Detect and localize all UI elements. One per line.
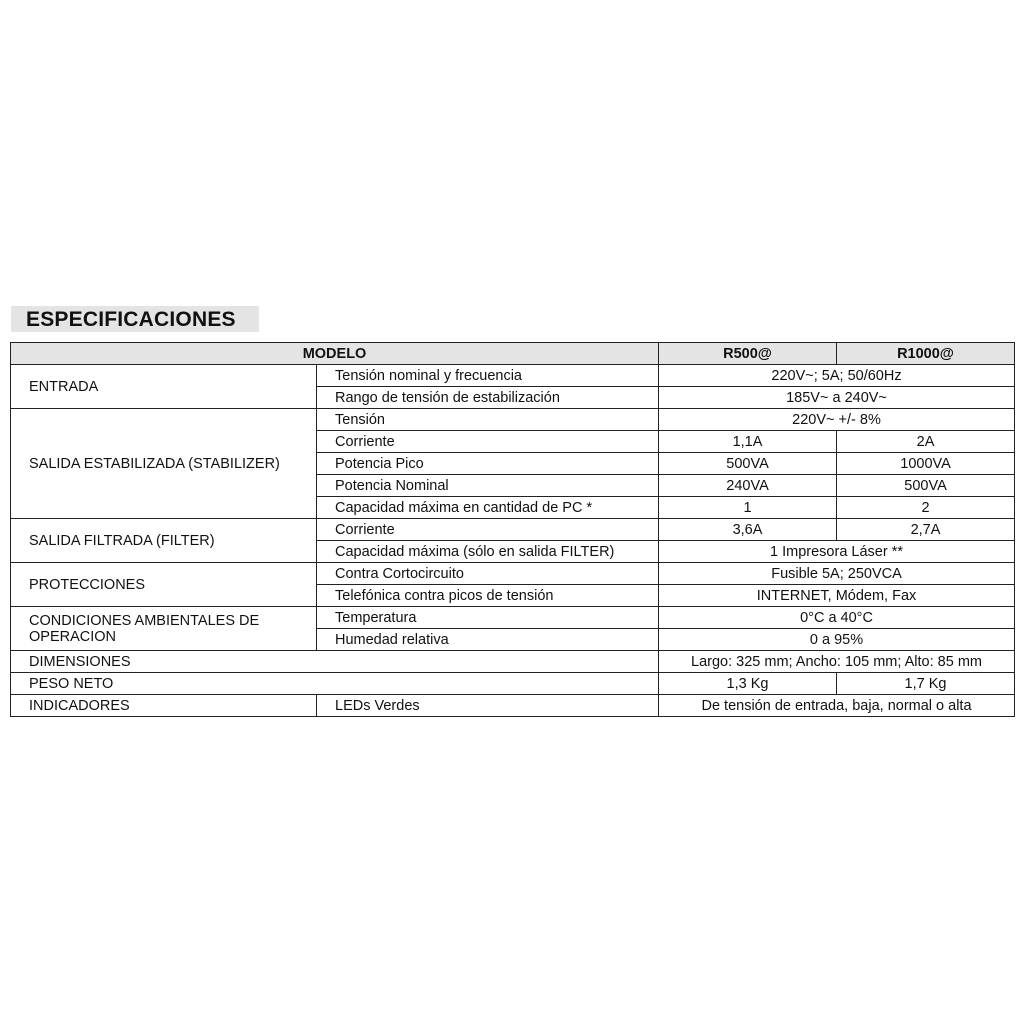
table-header-row	[11, 343, 1015, 365]
param-value: 220V~; 5A; 50/60Hz	[659, 365, 1015, 387]
value-r1000: 2,7A	[837, 519, 1015, 541]
value-r500: 240VA	[659, 475, 837, 497]
value-r1000: 1,7 Kg	[837, 673, 1015, 695]
param-label: Corriente	[317, 431, 659, 453]
group-label-entrada: ENTRADA	[11, 365, 317, 409]
param-value: Largo: 325 mm; Ancho: 105 mm; Alto: 85 mm	[659, 651, 1015, 673]
param-label: Tensión nominal y frecuencia	[317, 365, 659, 387]
param-label: Capacidad máxima en cantidad de PC *	[317, 497, 659, 519]
param-value: 185V~ a 240V~	[659, 387, 1015, 409]
param-label: Potencia Pico	[317, 453, 659, 475]
param-label: Humedad relativa	[317, 629, 659, 651]
value-r1000: 1000VA	[837, 453, 1015, 475]
group-label-salida-estabilizada: SALIDA ESTABILIZADA (STABILIZER)	[11, 409, 317, 519]
param-label: Contra Cortocircuito	[317, 563, 659, 585]
param-value: 1 Impresora Láser **	[659, 541, 1015, 563]
param-value: De tensión de entrada, baja, normal o alta	[659, 695, 1015, 717]
value-r500: 1,1A	[659, 431, 837, 453]
header-model-r500: R500@	[659, 343, 837, 365]
param-value: 220V~ +/- 8%	[659, 409, 1015, 431]
table-row	[11, 695, 1015, 717]
param-label: LEDs Verdes	[317, 695, 659, 717]
table-row	[11, 365, 1015, 387]
param-label: Rango de tensión de estabilización	[317, 387, 659, 409]
group-label-salida-filtrada: SALIDA FILTRADA (FILTER)	[11, 519, 317, 563]
table-row	[11, 409, 1015, 431]
value-r500: 1,3 Kg	[659, 673, 837, 695]
group-label-indicadores: INDICADORES	[11, 695, 317, 717]
value-r1000: 2A	[837, 431, 1015, 453]
table-row	[11, 607, 1015, 629]
value-r1000: 500VA	[837, 475, 1015, 497]
value-r500: 3,6A	[659, 519, 837, 541]
table-row	[11, 563, 1015, 585]
group-label-protecciones: PROTECCIONES	[11, 563, 317, 607]
group-label-condiciones: CONDICIONES AMBIENTALES DE OPERACION	[11, 607, 317, 651]
param-label: Temperatura	[317, 607, 659, 629]
page-title: ESPECIFICACIONES	[11, 306, 259, 332]
table-row	[11, 651, 1015, 673]
value-r500: 500VA	[659, 453, 837, 475]
param-label: Potencia Nominal	[317, 475, 659, 497]
param-value: 0 a 95%	[659, 629, 1015, 651]
group-label-peso-neto: PESO NETO	[11, 673, 659, 695]
param-value: 0°C a 40°C	[659, 607, 1015, 629]
table-row	[11, 519, 1015, 541]
param-label: Tensión	[317, 409, 659, 431]
param-label: Telefónica contra picos de tensión	[317, 585, 659, 607]
header-modelo: MODELO	[11, 343, 659, 365]
param-value: INTERNET, Módem, Fax	[659, 585, 1015, 607]
table-row	[11, 673, 1015, 695]
value-r500: 1	[659, 497, 837, 519]
param-value: Fusible 5A; 250VCA	[659, 563, 1015, 585]
value-r1000: 2	[837, 497, 1015, 519]
group-label-dimensiones: DIMENSIONES	[11, 651, 659, 673]
header-model-r1000: R1000@	[837, 343, 1015, 365]
param-label: Corriente	[317, 519, 659, 541]
param-label: Capacidad máxima (sólo en salida FILTER)	[317, 541, 659, 563]
specifications-table	[10, 342, 1015, 717]
